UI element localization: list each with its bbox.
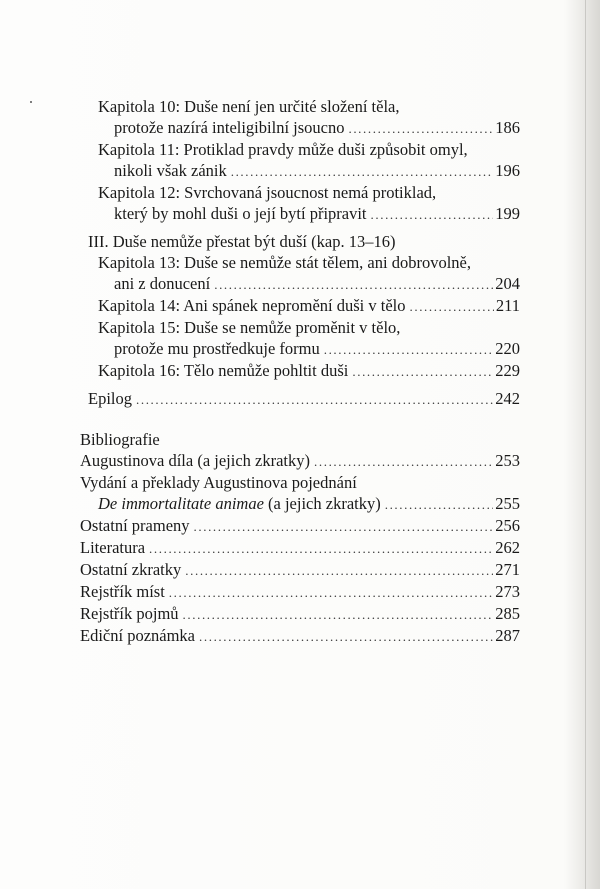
toc-entry-epilog-title: Epilog: [88, 389, 132, 408]
toc-entry-ch11-page: 196: [495, 161, 520, 180]
dot-leader: [194, 516, 494, 537]
dot-leader: [352, 361, 493, 382]
toc-entry-index-places-title: Rejstřík míst: [80, 582, 165, 601]
toc-entry-ch10: [80, 117, 520, 139]
dot-leader: [410, 296, 494, 317]
dot-leader: [185, 560, 493, 581]
toc-entry-ch14: [80, 295, 520, 317]
toc-entry-index-places-page: 273: [495, 582, 520, 601]
toc-entry-index-terms-page: 285: [495, 604, 520, 623]
toc-entry-ch16: [80, 360, 520, 382]
toc-entry-augustine-works-title: Augustinova díla (a jejich zkratky): [80, 451, 311, 470]
toc-entry-index-places: [80, 581, 520, 603]
toc-entry-ch14-title: Kapitola 14: Ani spánek nepromění duši v tělo: [98, 296, 406, 315]
page-edge-shadow: [585, 0, 586, 889]
toc-entry-ch10-page: 186: [495, 118, 520, 137]
toc-bibliography-heading: Bibliografie: [80, 430, 160, 449]
dot-leader: [314, 451, 493, 472]
toc-entry-other-sources-title: Ostatní prameny: [80, 516, 190, 535]
toc-entry-index-terms-title: Rejstřík pojmů: [80, 604, 179, 623]
toc-entry-ch13-page: 204: [495, 274, 520, 293]
toc-entry-literature: [80, 537, 520, 559]
toc-entry-other-sources-page: 256: [495, 516, 520, 535]
toc-entry-ch16-title: Kapitola 16: Tělo nemůže pohltit duši: [98, 361, 349, 380]
toc-entry-augustine-works-page: 253: [495, 451, 520, 470]
dot-leader: [199, 626, 493, 647]
toc-entry-ch15: [80, 338, 520, 360]
toc-entry-abbreviations-page: 271: [495, 560, 520, 579]
toc-entry-ch12-title: Kapitola 12: Svrchovaná jsoucnost nemá protiklad,: [98, 183, 437, 202]
toc-entry-ch12-page: 199: [495, 204, 520, 223]
toc-entry-ch11-subtitle: nikoli však zánik: [114, 161, 227, 180]
toc-entry-editions-subtitle: [98, 493, 381, 514]
dot-leader: [385, 494, 494, 515]
toc-entry-ch10-title: Kapitola 10: Duše není jen určité složení těla,: [98, 97, 400, 116]
toc-entry-literature-title: Literatura: [80, 538, 146, 557]
toc-entry-editorial-note: [80, 625, 520, 647]
toc-entry-editorial-note-title: Ediční poznámka: [80, 626, 196, 645]
dot-leader: [214, 274, 493, 295]
toc-entry-ch14-page: 211: [495, 296, 520, 315]
toc-entry-editorial-note-page: 287: [495, 626, 520, 645]
toc-entry-ch10-subtitle: protože nazírá inteligibilní jsoucno: [114, 118, 345, 137]
toc-entry-editions-rest: (a jejich zkratky): [263, 494, 381, 513]
toc-entry-augustine-works: [80, 450, 520, 472]
toc-entry-index-terms: [80, 603, 520, 625]
toc-entry-editions-italic: De immortalitate animae: [98, 494, 264, 513]
toc-entry-ch15-page: 220: [495, 339, 520, 358]
print-speck: [30, 101, 32, 103]
toc-entry-abbreviations-title: Ostatní zkratky: [80, 560, 182, 579]
dot-leader: [136, 389, 493, 410]
toc-entry-ch11: [80, 160, 520, 182]
toc-entry-abbreviations: [80, 559, 520, 581]
toc-entry-ch15-subtitle: protože mu prostředkuje formu: [114, 339, 320, 358]
table-of-contents: [80, 96, 520, 647]
dot-leader: [371, 204, 494, 225]
dot-leader: [348, 118, 493, 139]
toc-entry-literature-page: 262: [495, 538, 520, 557]
toc-entry-ch16-page: 229: [495, 361, 520, 380]
toc-entry-ch13-title: Kapitola 13: Duše se nemůže stát tělem, ani dobrovolně,: [98, 253, 471, 272]
dot-leader: [149, 538, 493, 559]
toc-entry-ch12: [80, 203, 520, 225]
toc-entry-editions: [80, 493, 520, 515]
toc-entry-other-sources: [80, 515, 520, 537]
toc-entry-ch13: [80, 273, 520, 295]
dot-leader: [231, 161, 494, 182]
toc-part-3-heading: III. Duše nemůže přestat být duší (kap. 13–16): [88, 232, 396, 251]
dot-leader: [169, 582, 493, 603]
toc-entry-ch12-subtitle: který by mohl duši o její bytí připravit: [114, 204, 367, 223]
toc-entry-epilog: [80, 388, 520, 410]
toc-entry-ch15-title: Kapitola 15: Duše se nemůže proměnit v tělo,: [98, 318, 401, 337]
toc-entry-epilog-page: 242: [495, 389, 520, 408]
dot-leader: [183, 604, 494, 625]
toc-entry-editions-page: 255: [495, 494, 520, 513]
toc-entry-ch13-subtitle: ani z donucení: [114, 274, 211, 293]
toc-entry-editions-title: Vydání a překlady Augustinova pojednání: [80, 473, 357, 492]
dot-leader: [324, 339, 494, 360]
toc-entry-ch11-title: Kapitola 11: Protiklad pravdy může duši způsobit omyl,: [98, 140, 468, 159]
